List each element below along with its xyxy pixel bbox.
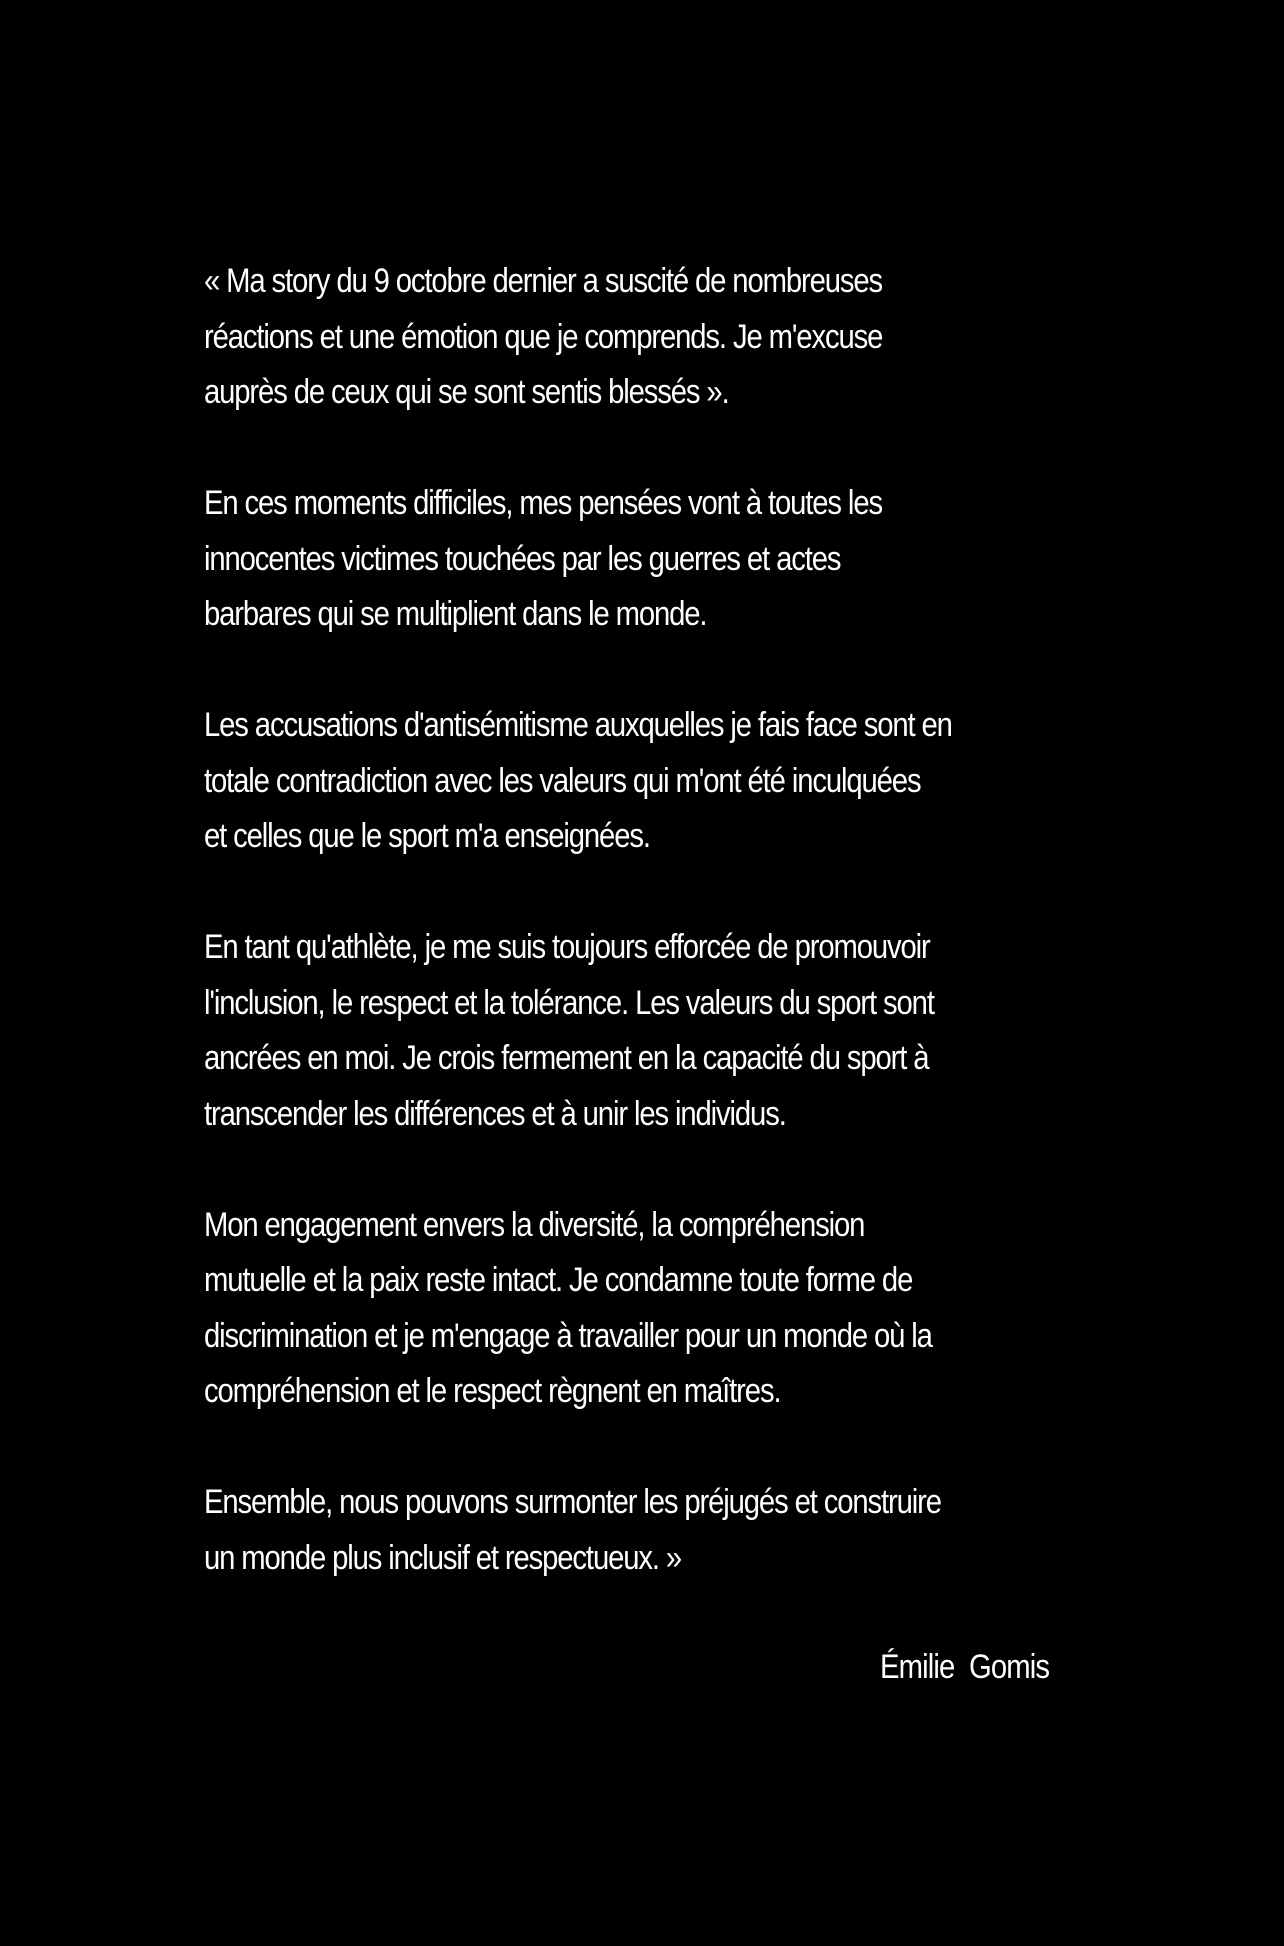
text-line: En tant qu'athlète, je me suis toujours efforcée de promouvoir (204, 928, 930, 966)
text-line: Ensemble, nous pouvons surmonter les préjugés et construire (204, 1483, 941, 1521)
paragraph-victims (204, 476, 978, 643)
text-line: « Ma story du 9 octobre dernier a suscité de nombreuses (204, 262, 883, 300)
paragraph-accusations (204, 698, 978, 865)
text-line: Mon engagement envers la diversité, la compréhension (204, 1205, 865, 1244)
text-line: barbares qui se multiplient dans le monde. (204, 595, 707, 633)
text-line: un monde plus inclusif et respectueux. » (204, 1538, 682, 1577)
text-line: mutuelle et la paix reste intact. Je condamne toute forme de (204, 1261, 913, 1299)
text-line: compréhension et le respect règnent en maîtres. (204, 1372, 781, 1410)
text-line: auprès de ceux qui se sont sentis blessés ». (204, 373, 729, 411)
text-line: l'inclusion, le respect et la tolérance. Les valeurs du sport sont (204, 983, 934, 1022)
paragraph-apology (204, 254, 978, 421)
text-line: ancrées en moi. Je crois fermement en la capacité du sport à (204, 1039, 929, 1077)
paragraph-commitment (204, 1198, 978, 1420)
text-line: discrimination et je m'engage à travailler pour un monde où la (204, 1316, 932, 1355)
text-line: réactions et une émotion que je comprends. Je m'excuse (204, 317, 883, 356)
paragraph-closing (204, 1475, 978, 1586)
text-line: innocentes victimes touchées par les guerres et actes (204, 539, 841, 578)
text-line: Les accusations d'antisémitisme auxquelles je fais face sont en (204, 706, 952, 744)
text-line: et celles que le sport m'a enseignées. (204, 817, 650, 855)
signature: Émilie Gomis (880, 1648, 1050, 1686)
paragraph-athlete-values (204, 920, 978, 1142)
text-line: En ces moments difficiles, mes pensées vont à toutes les (204, 484, 882, 522)
text-line: totale contradiction avec les valeurs qui m'ont été inculquées (204, 761, 921, 800)
text-line: transcender les différences et à unir les individus. (204, 1094, 786, 1133)
statement-body (204, 254, 978, 1642)
